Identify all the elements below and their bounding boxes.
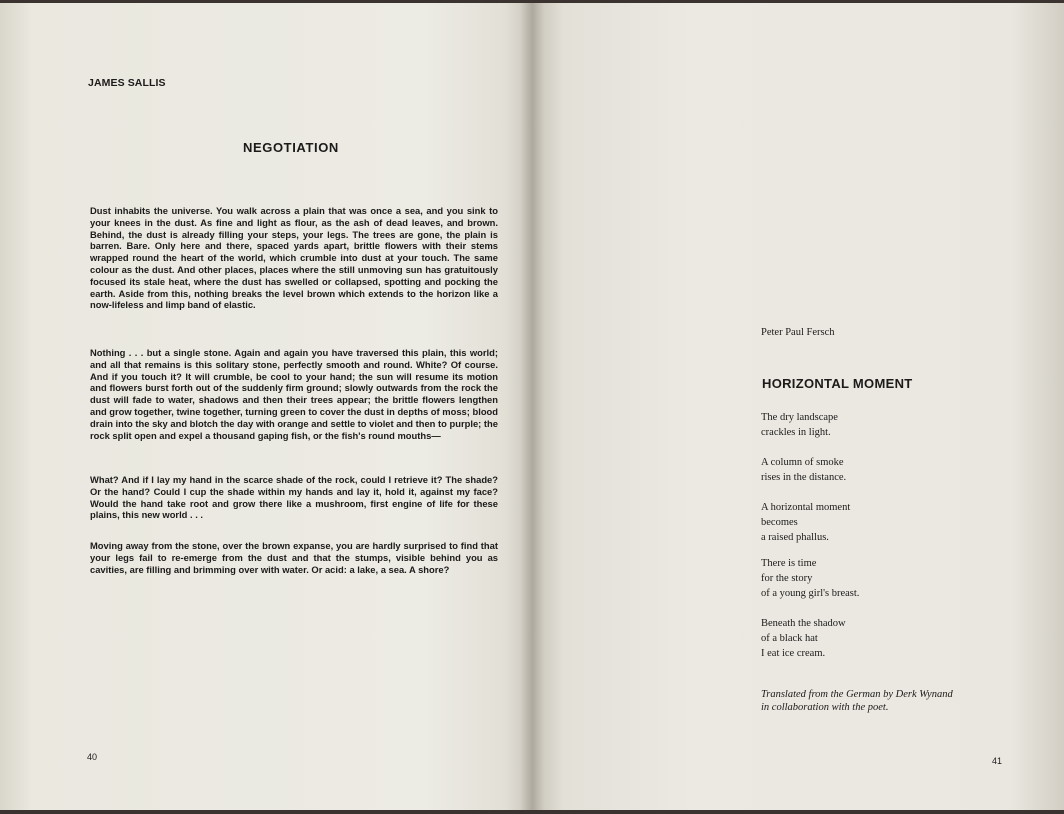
stanza bbox=[761, 616, 846, 661]
paragraph: What? And if I lay my hand in the scarce shade of the rock, could I retrieve it? The shade? Or the hand? Could I cup the shade within my hands and lay it, hold it, against my face? Would the hand take root and grow there like a mushroom, first engine of life for these plains, this new world . . . bbox=[90, 474, 498, 521]
stanza bbox=[761, 455, 846, 485]
poet-name: Peter Paul Fersch bbox=[761, 327, 835, 338]
paragraph: Dust inhabits the universe. You walk across a plain that was once a sea, and you sink to your knees in the dust. As fine and light as flour, as the ash of dead leaves, and brown. Behind, the dust is already filling your steps, your legs. The trees are gone, the plain is barren. Bare. Only here and there, spaced yards apart, brittle flowers with their stems wrapped round the heart of the world, which crumble into dust at your touch. The same colour as the dust. And other places, places where the still unmoving sun has gratuitously focused its stale heat, where the dust has swelled or collapsed, spotting and pocking the earth. Aside from this, nothing breaks the level brown which extends to the horizon like a now-lifeless and limp band of elastic. bbox=[90, 205, 498, 311]
credit-line: Translated from the German by Derk Wynand bbox=[761, 689, 953, 700]
credit-line: in collaboration with the poet. bbox=[761, 701, 889, 713]
poem-line: A horizontal moment bbox=[761, 502, 851, 513]
poem-line: a raised phallus. bbox=[761, 532, 829, 543]
poem-line: I eat ice cream. bbox=[761, 648, 826, 659]
poem-line: A column of smoke bbox=[761, 457, 844, 468]
page-number-left: 40 bbox=[87, 752, 98, 762]
poem-line: There is time bbox=[761, 558, 817, 569]
stanza bbox=[761, 556, 859, 601]
page-edge-top bbox=[0, 0, 1064, 3]
author-name: JAMES SALLIS bbox=[88, 77, 166, 89]
translation-credit bbox=[761, 689, 953, 714]
poem-line: The dry landscape bbox=[761, 412, 838, 423]
paragraph: Moving away from the stone, over the brown expanse, you are hardly surprised to find that your legs fail to re-emerge from the dust and that the stumps, visible behind you as cavities, are filling and brimming over with water. Or acid: a lake, a sea. A shore? bbox=[90, 540, 498, 575]
story-title: NEGOTIATION bbox=[243, 140, 339, 155]
poem-title: HORIZONTAL MOMENT bbox=[762, 376, 913, 391]
page-number-right: 41 bbox=[992, 756, 1003, 766]
page-edge-bottom bbox=[0, 810, 1064, 814]
poem-line: of a black hat bbox=[761, 633, 818, 644]
book-gutter bbox=[520, 0, 544, 814]
poem-line: for the story bbox=[761, 573, 813, 584]
paragraph: Nothing . . . but a single stone. Again and again you have traversed this plain, this world; and all that remains is this solitary stone, perfectly smooth and round. White? Of course. And if you touch it? It will crumble, be cool to your hand; the sun will resume its motion and flowers burst forth out of the suddenly firm ground; slowly outwards from the rock the dust will fade to water, shadows and then their trees appear; the brittle flowers lengthen and grow together, twine together, turning green to cover the dust in depths of moss; blood drain into the sky and blotch the day with orange and settle to violet and then to purple; the rock split open and expel a thousand gaping fish, or the fish's round mouths— bbox=[90, 347, 498, 441]
poem-line: Beneath the shadow bbox=[761, 618, 846, 629]
poem-line: crackles in light. bbox=[761, 427, 831, 438]
poem-line: of a young girl's breast. bbox=[761, 588, 860, 599]
stanza bbox=[761, 500, 850, 545]
poem-line: becomes bbox=[761, 517, 798, 528]
stanza bbox=[761, 410, 838, 440]
poem-line: rises in the distance. bbox=[761, 472, 847, 483]
